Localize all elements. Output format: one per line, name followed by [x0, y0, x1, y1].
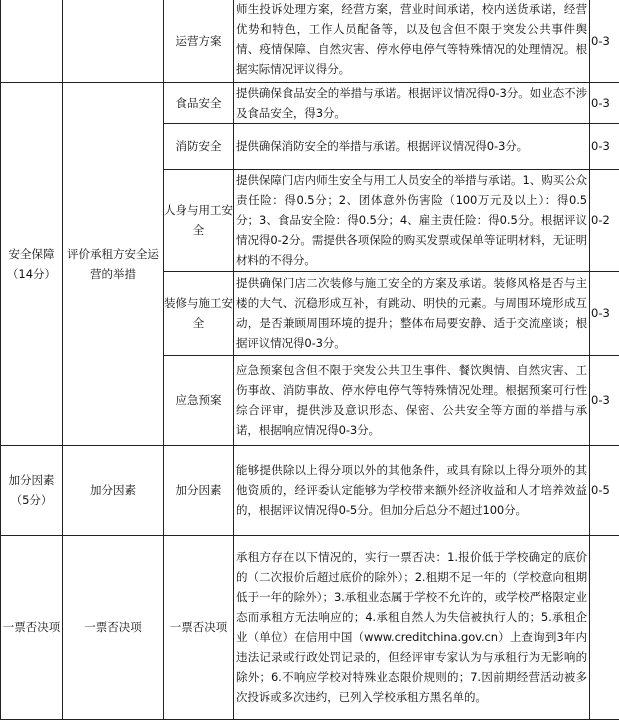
item-label: 应急预案 — [175, 393, 222, 407]
subcategory-label: 一票否决项 — [84, 620, 142, 634]
item-cell — [164, 271, 234, 355]
description-text: 师生投诉处理方案，经营方案，营业时间承诺，校内送货承诺，经营优势和特色，工作人员配备等，以及包含但不限于突发公共事件舆情、疫情保障、自然灾害、停水停电停气等特殊情况的处理情况。根据实际情况评议得分。 — [236, 1, 587, 76]
category-cell — [1, 0, 63, 82]
score-text: 0-3 — [591, 306, 610, 320]
score-text: 0-3 — [591, 393, 610, 407]
score-text: 0-2 — [591, 213, 610, 227]
score-cell — [590, 123, 619, 169]
subcategory-label: 评价承租方安全运营的举措 — [67, 246, 159, 281]
score-cell — [590, 271, 619, 355]
score-cell — [590, 82, 619, 123]
description-cell — [234, 82, 590, 123]
description-text: 提供确保消防安全的举措与承诺。根据评议情况得0-3分。 — [236, 139, 529, 153]
table-row — [1, 445, 619, 535]
description-text: 应急预案包含但不限于突发公共卫生事件、餐饮舆情、自然灾害、工伤事故、消防事故、停水停电停气等特殊情况处理。根据预案可行性综合评审，提供涉及意识形态、保密、公共安全等方面的举措与承诺，根据响应情况得0-3分。 — [236, 363, 587, 437]
subcategory-cell — [63, 445, 164, 535]
score-cell — [590, 445, 619, 535]
score-cell — [590, 169, 619, 271]
score-cell — [590, 0, 619, 82]
subcategory-label: 加分因素 — [90, 483, 136, 497]
category-label: 一票否决项 — [2, 620, 61, 634]
table-row — [1, 535, 619, 719]
description-cell — [234, 169, 590, 271]
table-row — [1, 0, 619, 82]
category-cell — [1, 445, 63, 535]
description-text: 能够提供除以上得分项以外的其他条件，或具有除以上得分项外的其他资质的，经评委认定能够为学校带来额外经济收益和人才培养效益的，根据评议情况得0-5分。但加分后总分不超过100分。 — [236, 463, 587, 517]
item-label: 人身与用工安全 — [164, 203, 233, 237]
score-text: 0-3 — [591, 33, 610, 48]
category-label: 安全保障（14分） — [6, 246, 57, 281]
description-cell — [234, 535, 590, 719]
item-cell — [164, 355, 234, 445]
description-text: 承租方存在以下情况的，实行一票否决：1.报价低于学校确定的底价的（二次报价后超过底价的除外）；2.租期不足一年的（学校意向租期低于一年的除外）；3.承租业态属于学校不允许的，或学校严格限定业态而承租方无法响应的；4.承租自然人为失信被执行人的；5.承租企业（单位）在信用中国（www.creditchina.gov.cn）上查询到3年内违法记录或行政处罚记录的，但经评审专家认为与承租行为无影响的除外；6.不响应学校对特殊业态限价规则的；7.因前期经营活动被多次投诉或多次违约，已列入学校承租方黑名单的。 — [236, 550, 587, 704]
item-cell — [164, 445, 234, 535]
item-cell — [164, 535, 234, 719]
item-label: 消防安全 — [175, 139, 222, 153]
subcategory-cell — [63, 0, 164, 82]
description-cell — [234, 0, 590, 82]
item-cell — [164, 0, 234, 82]
item-label: 装修与施工安全 — [164, 296, 233, 330]
description-text: 提供确保门店二次装修与施工安全的方案及承诺。装修风格是否与主楼的大气、沉稳形成互补，有跳动、明快的元素。与周围环境形成互动，是否兼顾周围环境的提升；整体布局要安静、适于交流座谈；根据评议情况得0-3分。 — [236, 276, 587, 350]
item-cell — [164, 123, 234, 169]
item-label: 食品安全 — [175, 95, 222, 110]
item-cell — [164, 82, 234, 123]
table-row — [1, 82, 619, 123]
description-text: 提供确保食品安全的举措与承诺。根据评议情况得0-3分。如业态不涉及食品安全，得3分。 — [236, 85, 587, 120]
subcategory-cell — [63, 82, 164, 445]
description-cell — [234, 445, 590, 535]
score-text: 0-5 — [591, 483, 610, 497]
item-cell — [164, 169, 234, 271]
item-label: 一票否决项 — [169, 620, 228, 634]
description-cell — [234, 123, 590, 169]
score-text: 0-3 — [591, 95, 610, 110]
item-label: 加分因素 — [175, 483, 222, 497]
description-text: 提供保障门店内师生安全与用工人员安全的举措与承诺。1、购买公众责任险：得0.5分；2、团体意外伤害险（100万元及以上）：得0.5分；3、食品安全险：得0.5分；4、雇主责任险：得0.5分。根据评议情况得0-2分。需提供各项保险的购买发票或保单等证明材料，无证明材料的不得分。 — [236, 173, 587, 267]
category-cell — [1, 82, 63, 445]
category-label: 加分因素（5分） — [8, 473, 55, 507]
description-cell — [234, 355, 590, 445]
score-cell — [590, 535, 619, 719]
item-label: 运营方案 — [175, 33, 222, 48]
description-cell — [234, 271, 590, 355]
category-cell — [1, 535, 63, 719]
score-cell — [590, 355, 619, 445]
subcategory-cell — [63, 535, 164, 719]
score-text: 0-3 — [591, 139, 610, 153]
